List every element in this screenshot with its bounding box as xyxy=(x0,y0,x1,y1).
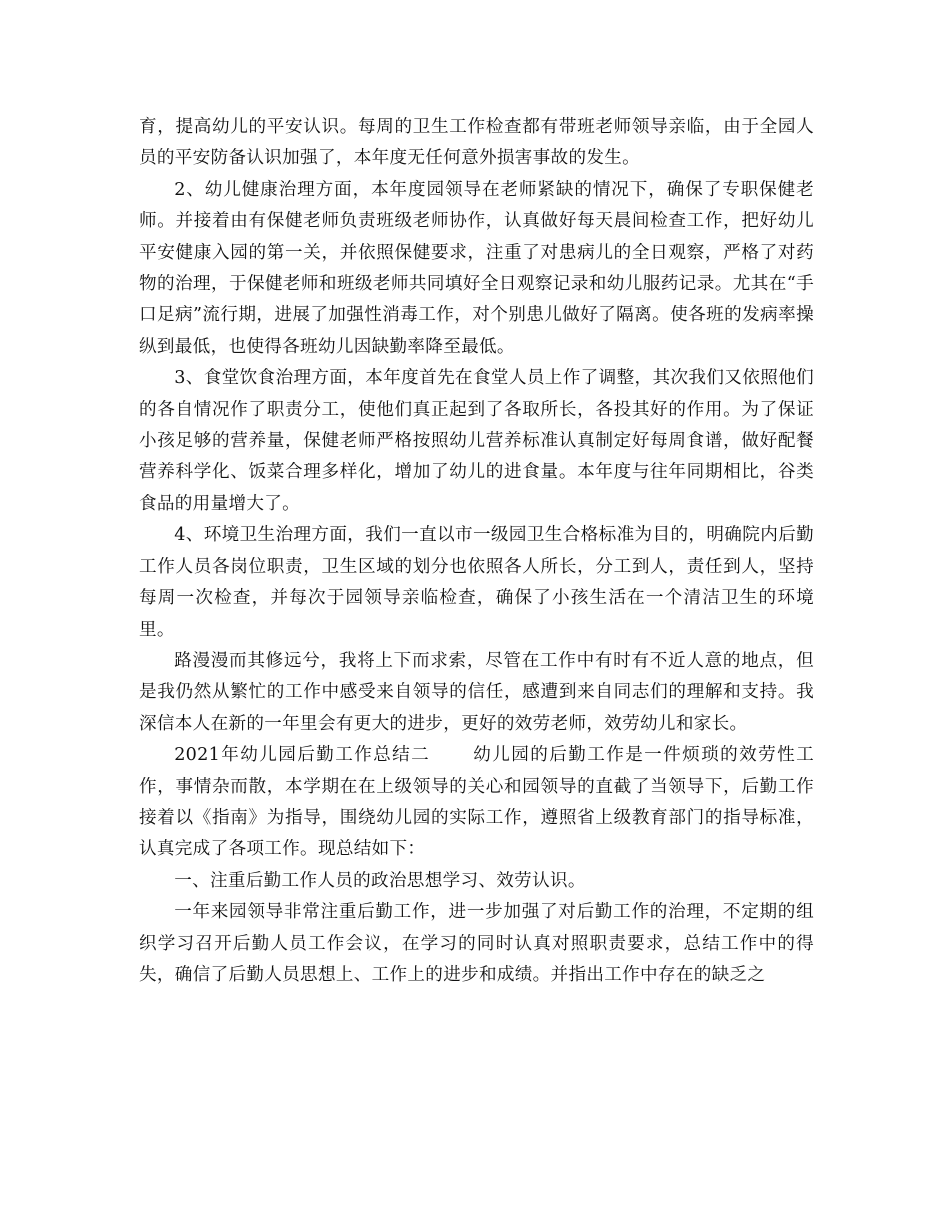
paragraph-canteen-management: 3、食堂饮食治理方面，本年度首先在食堂人员上作了调整，其次我们又依照他们的各自情况作了职责分工，使他们真正起到了各取所长，各投其好的作用。为了保证小孩足够的营养量，保健老师严格按照幼儿营养标准认真制定好每周食谱，做好配餐营养科学化、饭菜合理多样化，增加了幼儿的进食量。本年度与往年同期相比，谷类食品的用量增大了。 xyxy=(139,368,814,514)
paragraph-closing: 路漫漫而其修远兮，我将上下而求索，尽管在工作中有时有不近人意的地点，但是我仍然从繁忙的工作中感受来自领导的信任，感遭到来自同志们的理解和支持。我深信本人在新的一年里会有更大的进步，更好的效劳老师，效劳幼儿和家长。 xyxy=(139,650,814,734)
paragraph-continuation: 育，提高幼儿的平安认识。每周的卫生工作检查都有带班老师领导亲临，由于全园人员的平安防备认识加强了，本年度无任何意外损害事故的发生。 xyxy=(139,117,814,169)
paragraph-political-study: 一、注重后勤工作人员的政治思想学习、效劳认识。 xyxy=(174,870,586,891)
document-body xyxy=(139,112,814,991)
section-two-intro: 幼儿园的后勤工作是一件烦琐的效劳性工作，事情杂而散，本学期在在上级领导的关心和园领导的直截了当领导下，后勤工作接着以《指南》为指导，围绕幼儿园的实际工作，遵照省上级教育部门的指导标准，认真完成了各项工作。现总结如下： xyxy=(139,745,815,860)
paragraph-environment-hygiene: 4、环境卫生治理方面，我们一直以市一级园卫生合格标准为目的，明确院内后勤工作人员各岗位职责，卫生区域的划分也依照各人所长，分工到人，责任到人，坚持每周一次检查，并每次于园领导亲临检查，确保了小孩生活在一个清洁卫生的环境里。 xyxy=(139,525,814,640)
paragraph-section-two xyxy=(139,740,814,866)
paragraph-health-management: 2、幼儿健康治理方面，本年度园领导在老师紧缺的情况下，确保了专职保健老师。并接着由有保健老师负责班级老师协作，认真做好每天晨间检查工作，把好幼儿平安健康入园的第一关，并依照保健要求，注重了对患病儿的全日观察，严格了对药物的治理，于保健老师和班级老师共同填好全日观察记录和幼儿服药记录。尤其在“手口足病”流行期，进展了加强性消毒工作，对个别患儿做好了隔离。使各班的发病率操纵到最低，也使得各班幼儿因缺勤率降至最低。 xyxy=(139,179,814,357)
paragraph-leadership-attention: 一年来园领导非常注重后勤工作，进一步加强了对后勤工作的治理，不定期的组织学习召开后勤人员工作会议，在学习的同时认真对照职责要求，总结工作中的得失，确信了后勤人员思想上、工作上的进步和成绩。并指出工作中存在的缺乏之 xyxy=(139,902,814,985)
section-two-heading: 2021年幼儿园后勤工作总结二 xyxy=(174,745,431,766)
